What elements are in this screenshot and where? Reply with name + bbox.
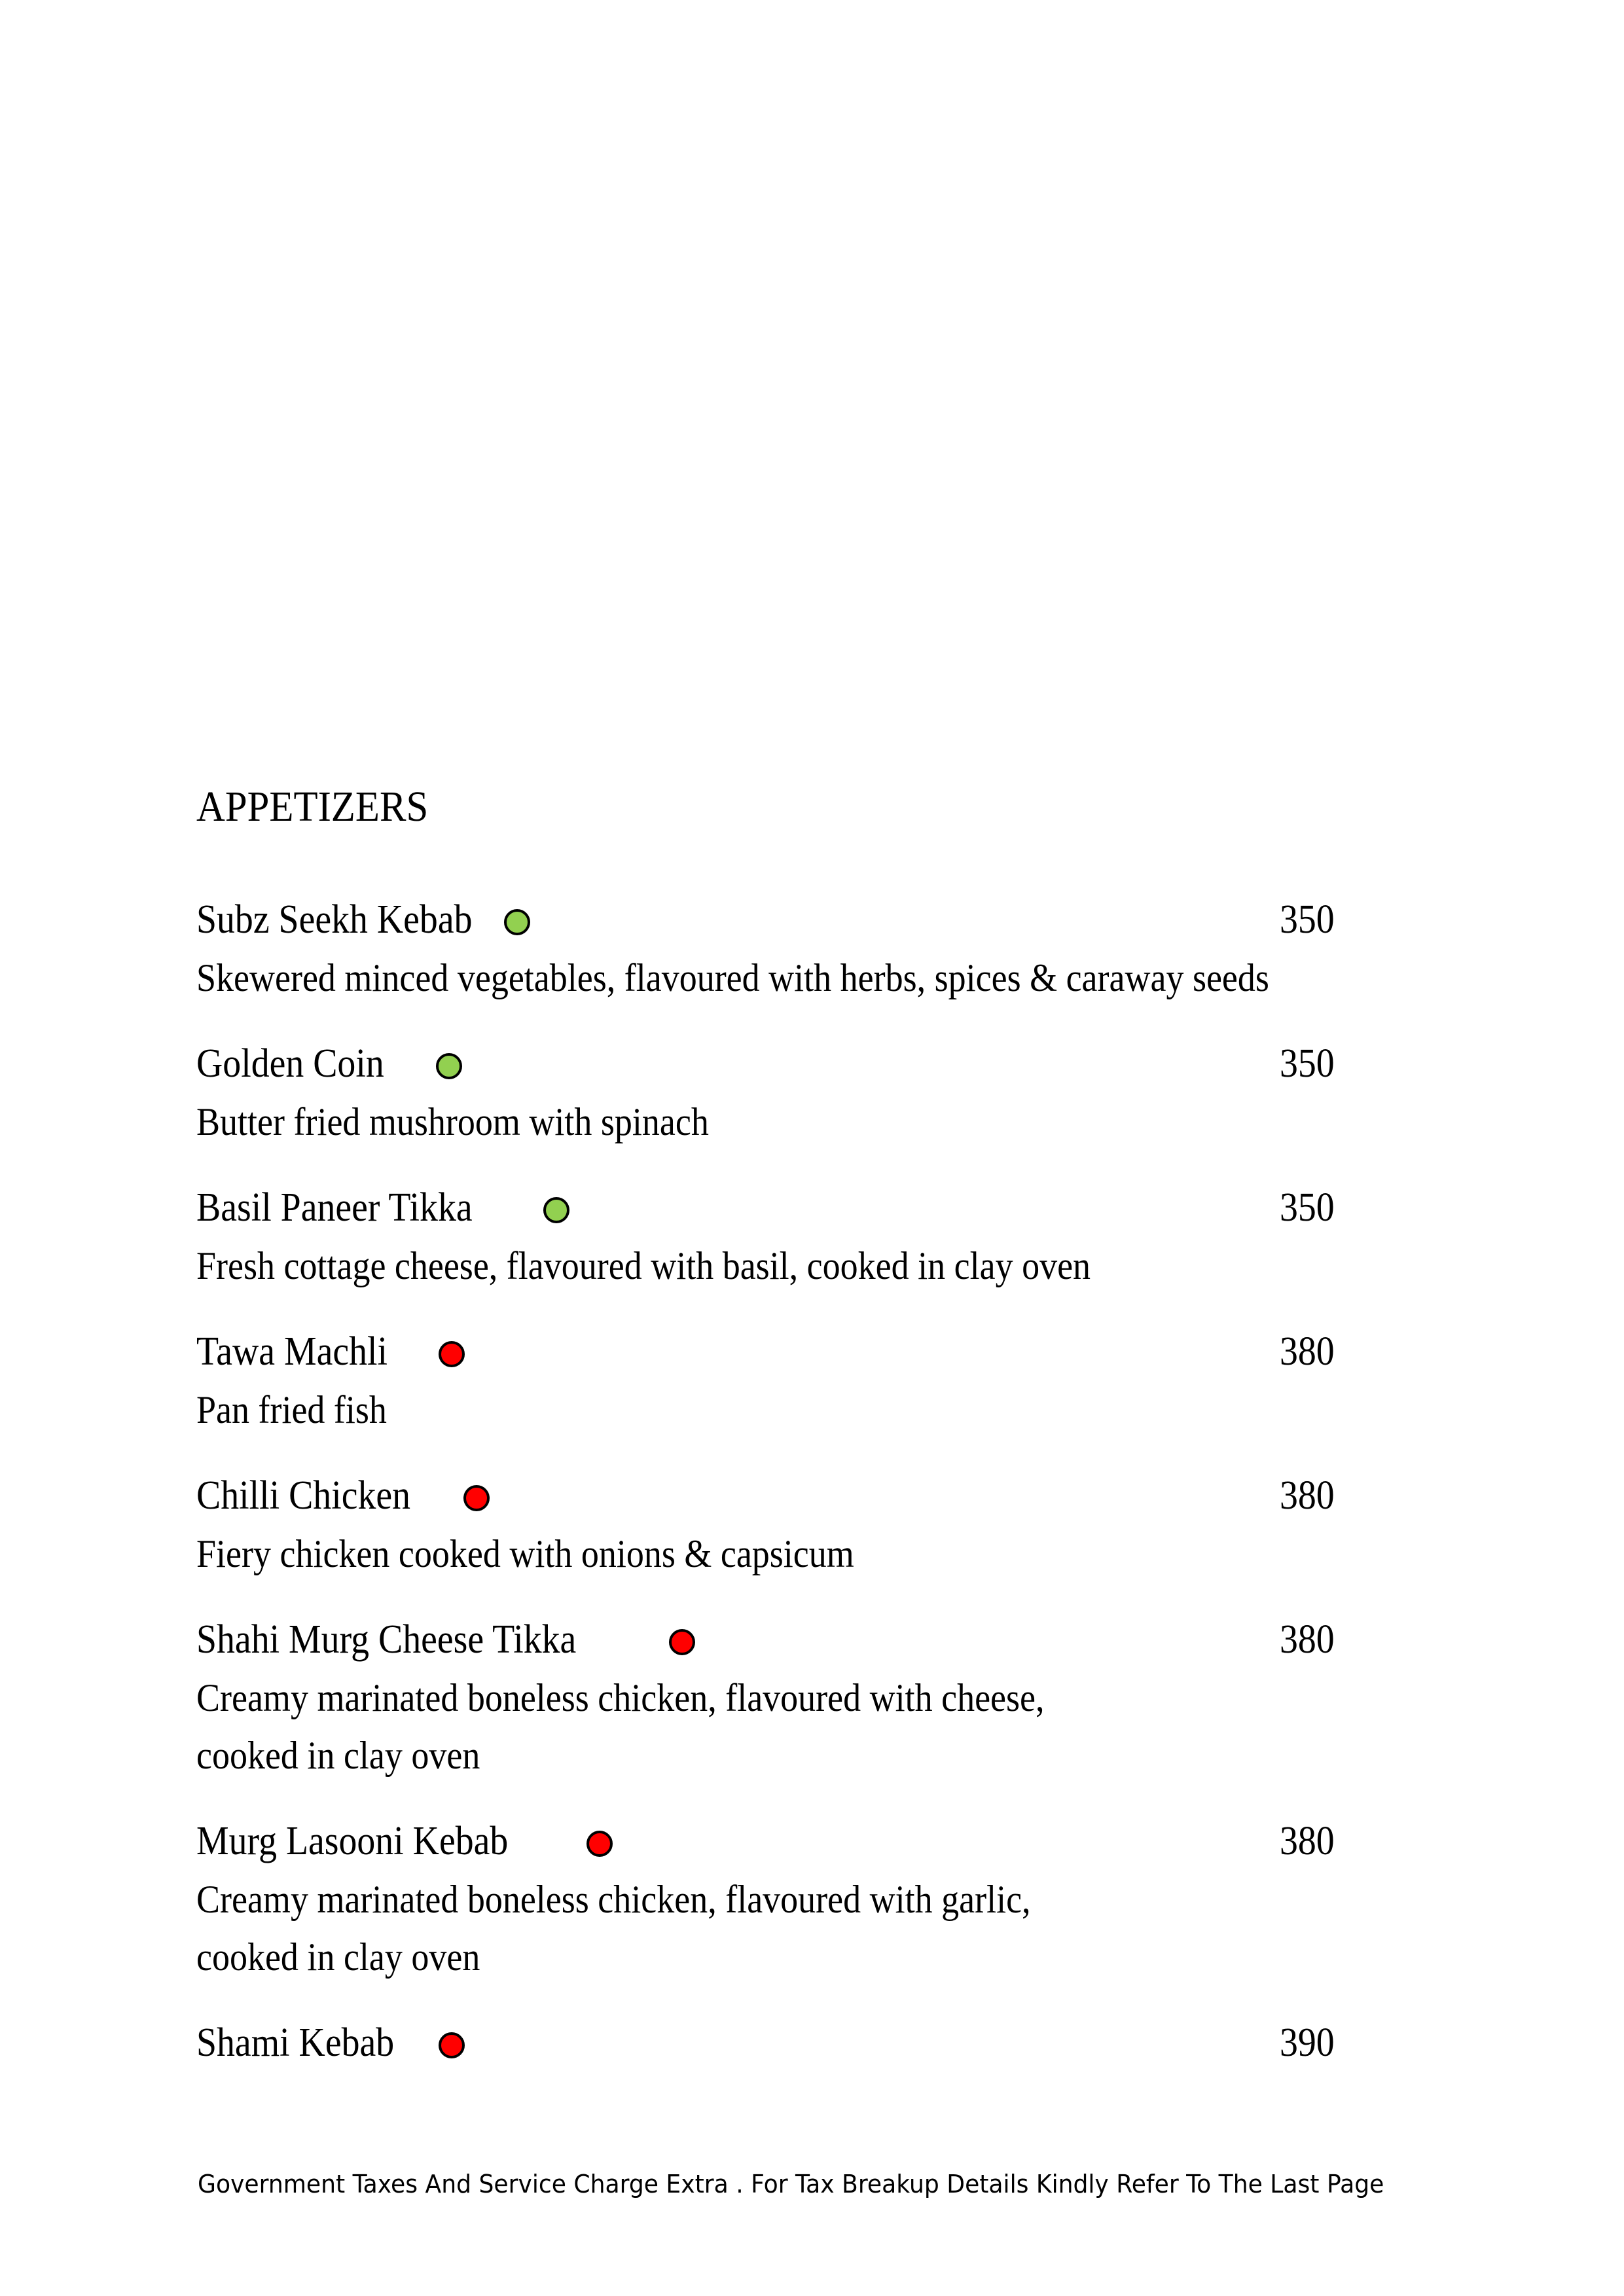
nonveg-indicator-icon	[586, 1831, 613, 1857]
veg-indicator-icon	[543, 1197, 569, 1223]
item-name: Shami Kebab	[196, 2020, 395, 2065]
nonveg-indicator-icon	[439, 1341, 465, 1367]
item-price: 390	[1280, 2020, 1335, 2065]
nonveg-indicator-icon	[439, 2032, 465, 2058]
menu-item	[196, 890, 1440, 1007]
menu-item	[196, 1466, 1440, 1583]
item-description: Skewered minced vegetables, flavoured with herbs, spices & caraway seeds	[196, 956, 1269, 999]
nonveg-indicator-icon	[463, 1485, 490, 1511]
veg-indicator-icon	[436, 1053, 462, 1079]
menu-item	[196, 2013, 1440, 2072]
item-description: Fiery chicken cooked with onions & capsicum	[196, 1532, 854, 1575]
item-price: 350	[1280, 1185, 1335, 1230]
item-price: 380	[1280, 1617, 1335, 1662]
menu-item	[196, 1812, 1440, 1986]
item-price: 380	[1280, 1329, 1335, 1374]
item-price: 350	[1280, 897, 1335, 942]
menu-item	[196, 1034, 1440, 1151]
nonveg-indicator-icon	[669, 1629, 695, 1655]
item-name: Chilli Chicken	[196, 1473, 411, 1518]
menu-item	[196, 1178, 1440, 1295]
menu-item	[196, 1322, 1440, 1439]
item-description: Pan fried fish	[196, 1388, 387, 1431]
veg-indicator-icon	[504, 909, 530, 935]
item-name: Basil Paneer Tikka	[196, 1185, 473, 1230]
item-description: Fresh cottage cheese, flavoured with basil, cooked in clay oven	[196, 1244, 1091, 1287]
item-price: 380	[1280, 1473, 1335, 1518]
item-description: Creamy marinated boneless chicken, flavoured with cheese,	[196, 1676, 1045, 1719]
item-name: Murg Lasooni Kebab	[196, 1819, 509, 1863]
item-name: Subz Seekh Kebab	[196, 897, 473, 942]
tax-footer-note: Government Taxes And Service Charge Extra . For Tax Breakup Details Kindly Refer To The Last Page	[198, 2170, 1384, 2198]
menu-item	[196, 1610, 1440, 1784]
item-name: Shahi Murg Cheese Tikka	[196, 1617, 577, 1662]
section-title: APPETIZERS	[196, 783, 429, 831]
item-description: Butter fried mushroom with spinach	[196, 1100, 709, 1143]
item-name: Golden Coin	[196, 1041, 384, 1086]
item-description: Creamy marinated boneless chicken, flavoured with garlic,	[196, 1878, 1031, 1921]
item-price: 350	[1280, 1041, 1335, 1086]
item-description: cooked in clay oven	[196, 1935, 480, 1979]
item-description: cooked in clay oven	[196, 1734, 480, 1777]
item-name: Tawa Machli	[196, 1329, 388, 1374]
item-price: 380	[1280, 1819, 1335, 1863]
